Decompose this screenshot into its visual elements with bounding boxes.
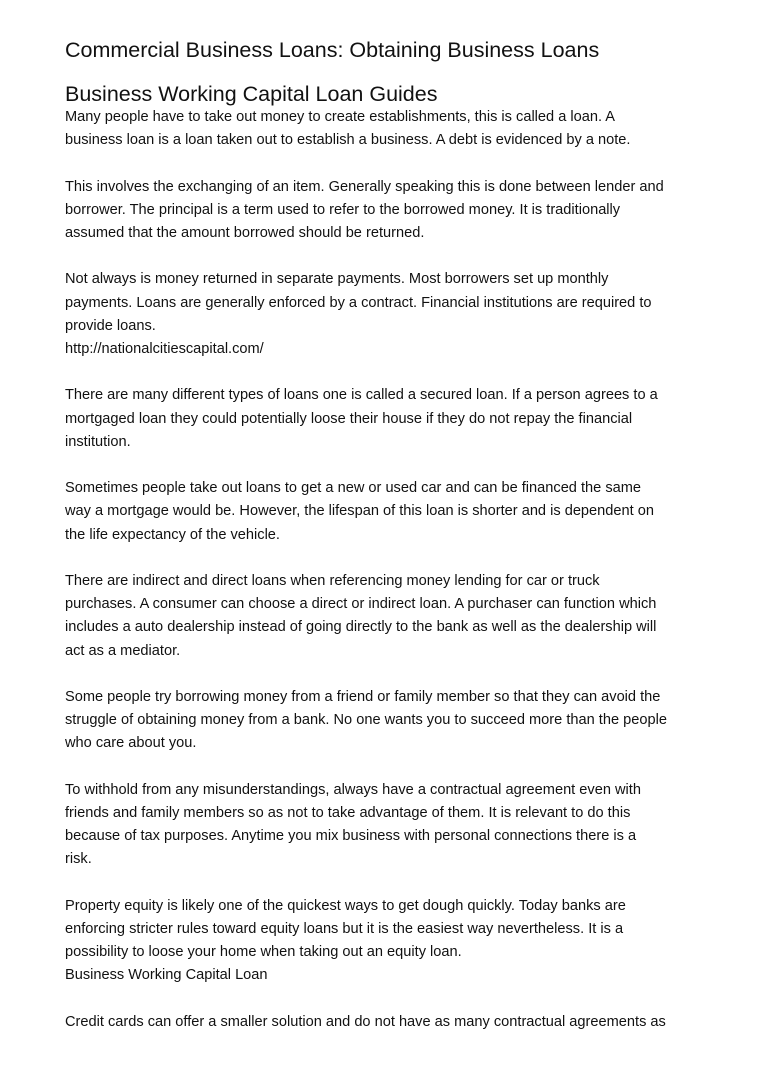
text-line: Not always is money returned in separate payments. Most borrowers set up monthly [65, 271, 609, 288]
text-line: Sometimes people take out loans to get a new or used car and can be financed the same [65, 480, 642, 497]
text-line: risk. [65, 851, 92, 868]
text-line: Credit cards can offer a smaller solution and do not have as many contractual agreements as [65, 1013, 666, 1030]
text-line: who care about you. [65, 735, 197, 752]
text-line: the life expectancy of the vehicle. [65, 526, 280, 543]
text-line: includes a auto dealership instead of going directly to the bank as well as the dealership will [65, 619, 657, 636]
text-line: Some people try borrowing money from a friend or family member so that they can avoid the [65, 688, 661, 705]
paragraph [65, 686, 715, 756]
text-line: There are many different types of loans one is called a secured loan. If a person agrees to a [65, 387, 658, 404]
text-line: purchases. A consumer can choose a direct or indirect loan. A purchaser can function which [65, 596, 657, 613]
paragraph [65, 384, 715, 454]
text-line: institution. [65, 433, 131, 450]
text-line: possibility to loose your home when taking out an equity loan. [65, 944, 462, 961]
document-subtitle: Business Working Capital Loan Guides [65, 82, 438, 106]
text-line: friends and family members so as not to take advantage of them. It is relevant to do this [65, 804, 631, 821]
paragraph [65, 570, 715, 663]
text-line: To withhold from any misunderstandings, always have a contractual agreement even with [65, 781, 641, 798]
document-title: Commercial Business Loans: Obtaining Business Loans [65, 38, 600, 62]
paragraph [65, 477, 715, 547]
text-line: way a mortgage would be. However, the lifespan of this loan is shorter and is dependent on [65, 503, 654, 520]
document-page [65, 36, 715, 1057]
text-line: This involves the exchanging of an item. Generally speaking this is done between lender and [65, 178, 664, 195]
paragraph [65, 106, 715, 152]
text-line: act as a mediator. [65, 642, 181, 659]
paragraph [65, 176, 715, 246]
text-line: There are indirect and direct loans when referencing money lending for car or truck [65, 572, 600, 589]
url-link[interactable]: http://nationalcitiescapital.com/ [65, 341, 264, 357]
paragraph [65, 895, 715, 988]
document-body [65, 106, 715, 1034]
text-line: Property equity is likely one of the quickest ways to get dough quickly. Today banks are [65, 897, 626, 914]
paragraph [65, 779, 715, 872]
paragraph [65, 1011, 715, 1034]
text-line: mortgaged loan they could potentially loose their house if they do not repay the financial [65, 410, 633, 427]
text-line: borrower. The principal is a term used to refer to the borrowed money. It is traditionally [65, 201, 621, 218]
paragraph [65, 268, 715, 361]
text-line: because of tax purposes. Anytime you mix business with personal connections there is a [65, 828, 637, 845]
text-line: provide loans. [65, 317, 156, 334]
text-line: assumed that the amount borrowed should be returned. [65, 225, 425, 241]
text-line: struggle of obtaining money from a bank. No one wants you to succeed more than the people [65, 712, 667, 729]
text-line: enforcing stricter rules toward equity loans but it is the easiest way nevertheless. It is a [65, 920, 624, 937]
text-line: business loan is a loan taken out to establish a business. A debt is evidenced by a note. [65, 132, 631, 149]
text-line: payments. Loans are generally enforced by a contract. Financial institutions are required to [65, 294, 652, 311]
text-line: Many people have to take out money to create establishments, this is called a loan. A [65, 109, 616, 125]
text-line: Business Working Capital Loan [65, 967, 268, 984]
